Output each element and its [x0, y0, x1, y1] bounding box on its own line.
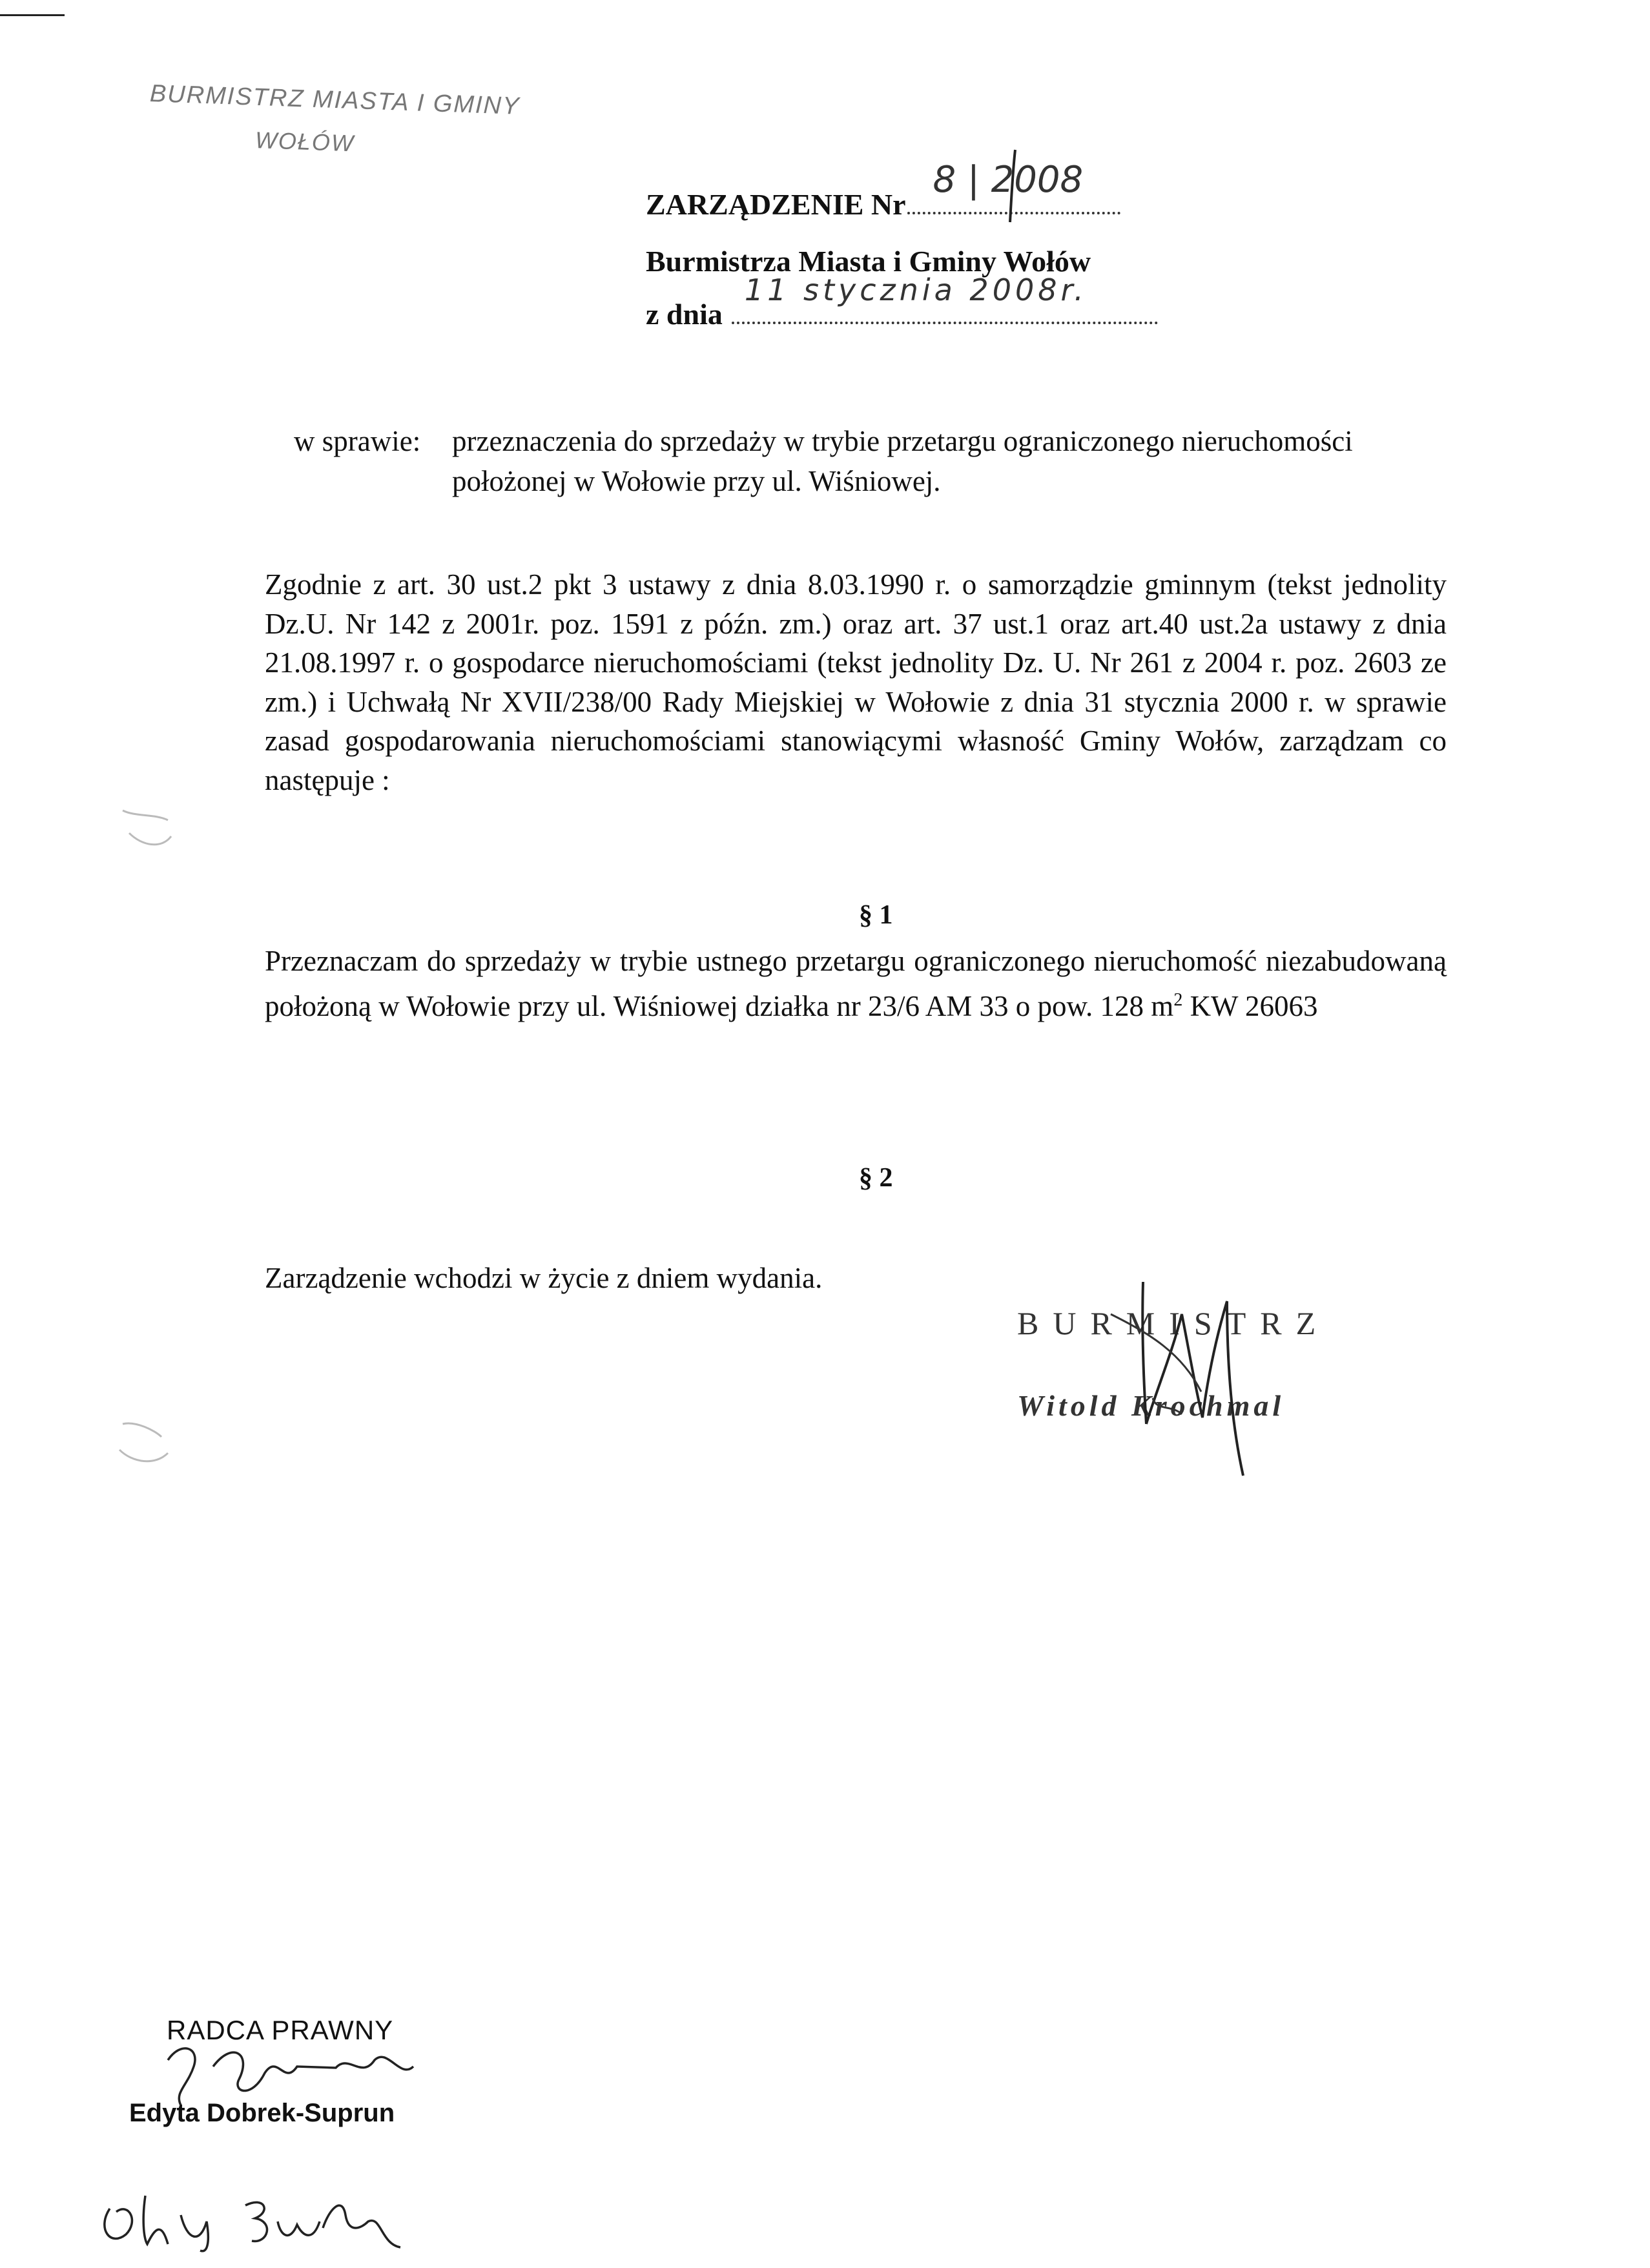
handwritten-initials-icon — [97, 2183, 433, 2254]
subject-label: w sprawie: — [294, 425, 421, 457]
handwritten-signature-icon — [1033, 1275, 1330, 1482]
legal-advisor-name: Edyta Dobrek-Suprun — [129, 2099, 395, 2127]
section-1-text: Przeznaczam do sprzedaży w trybie ustnego przetargu ograniczonego nieruchomość niezabudowaną położoną w Wołowie przy ul. Wiśniowej działka nr 23/6 AM 33 o pow. 128 $m^2$ KW 26063 — [265, 945, 1447, 1022]
area-superscript: 2 — [1173, 989, 1183, 1010]
office-stamp-line1: BURMISTRZ MIASTA I GMINY — [149, 80, 521, 121]
signature-title: BURMISTRZ — [1017, 1305, 1330, 1341]
office-stamp-line2: WOŁÓW — [254, 127, 355, 157]
pen-stroke-icon — [1001, 147, 1027, 225]
ordinance-title: ZARZĄDZENIE Nr — [646, 188, 906, 221]
handwritten-date: 11 stycznia 2008r. — [744, 273, 1088, 307]
ordinance-number-line — [646, 159, 1120, 222]
punch-mark-icon — [103, 1414, 174, 1472]
subject-text: przeznaczenia do sprzedaży w trybie przetargu ograniczonego nieruchomości położonej w Wołowie przy ul. Wiśniowej. — [452, 425, 1353, 497]
date-prefix: z dnia — [646, 298, 723, 331]
scan-edge-line — [0, 14, 65, 16]
section-2-text: Zarządzenie wchodzi w życie z dniem wydania. — [265, 1262, 823, 1294]
handwritten-number: 8 | 2008 — [933, 159, 1084, 201]
legal-advisor-title: RADCA PRAWNY — [167, 2015, 394, 2045]
subject-block — [294, 421, 1459, 501]
section-2-mark: § 2 — [859, 1163, 893, 1193]
authority-line: Burmistrza Miasta i Gminy Wołów — [646, 245, 1091, 278]
date-field — [732, 273, 1158, 324]
signature-name: Witold Krochmal — [1017, 1389, 1285, 1422]
legal-basis-paragraph: Zgodnie z art. 30 ust.2 pkt 3 ustawy z dnia 8.03.1990 r. o samorządzie gminnym (tekst jednolity Dz.U. Nr 142 z 2001r. poz. 1591 z późn. zm.) oraz art. 37 ust.1 oraz art.40 ust.2a ustawy z dnia 21.08.1997 r. o gospodarce nieruchomościami (tekst jednolity Dz. U. Nr 261 z 2004 r. poz. 2603 ze zm.) i Uchwałą Nr XVII/238/00 Rady Miejskiej w Wołowie z dnia 31 stycznia 2000 r. w sprawie zasad gospodarowania nieruchomościami stanowiącymi własność Gminy Wołów, zarządzam co następuje : — [265, 568, 1447, 796]
legal-advisor-signature-icon — [155, 2028, 452, 2125]
date-line — [646, 273, 1158, 331]
section-1-mark: § 1 — [859, 900, 893, 930]
punch-mark-icon — [110, 801, 181, 859]
